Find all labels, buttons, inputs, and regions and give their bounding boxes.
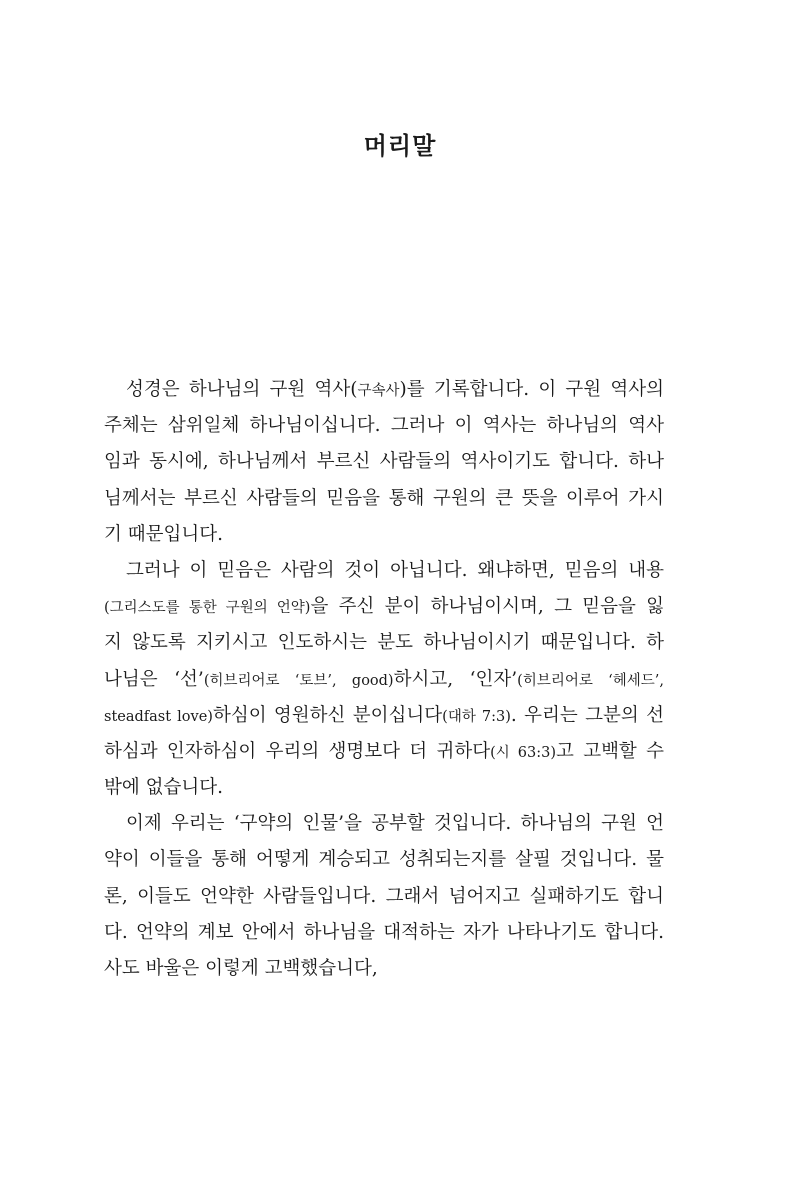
text-run: 님께서는 부르신 사람들의 믿음을 통해 구원의 큰 뜻을 이루어 가시 xyxy=(104,487,664,509)
text-line xyxy=(104,444,664,480)
text-line xyxy=(104,915,664,951)
text-run: 밖에 없습니다. xyxy=(104,777,223,799)
text-line xyxy=(104,553,664,589)
text-line xyxy=(104,951,664,987)
inline-note: (히브리어로 ‘토브’, good) xyxy=(203,672,394,689)
inline-note: steadfast love) xyxy=(104,708,213,725)
text-run: 하심이 영원하신 분이십니다 xyxy=(212,704,443,726)
inline-note: (대하 7:3) xyxy=(442,708,511,725)
text-line xyxy=(104,625,664,661)
text-run: 기 때문입니다. xyxy=(104,523,223,545)
text-line xyxy=(104,770,664,806)
text-run: 고 고백할 수 xyxy=(556,740,664,762)
text-line xyxy=(104,879,664,915)
text-line xyxy=(104,589,664,625)
text-run: 하시고, ‘인자’ xyxy=(393,668,518,690)
text-run: 주체는 삼위일체 하나님이십니다. 그러나 이 역사는 하나님의 역사 xyxy=(104,415,664,437)
text-run: 다. 언약의 계보 안에서 하나님을 대적하는 자가 나타나기도 합니다. xyxy=(104,921,664,943)
text-run: )를 기록합니다. 이 구원 역사의 xyxy=(399,379,664,400)
text-run: 을 주신 분이 하나님이시며, 그 믿음을 잃 xyxy=(310,596,664,618)
text-line xyxy=(104,372,664,408)
body-text xyxy=(104,372,664,987)
text-line xyxy=(104,408,664,444)
text-run: 사도 바울은 이렇게 고백했습니다, xyxy=(104,958,378,979)
text-line xyxy=(104,734,664,770)
text-line xyxy=(104,481,664,517)
text-run: 약이 이들을 통해 어떻게 계승되고 성취되는지를 살필 것입니다. 물 xyxy=(104,849,664,871)
text-line xyxy=(104,517,664,553)
text-run: 나님은 ‘선’ xyxy=(104,668,204,690)
text-run: 임과 동시에, 하나님께서 부르신 사람들의 역사이기도 합니다. 하나 xyxy=(104,451,664,473)
text-line xyxy=(104,842,664,878)
text-line xyxy=(104,806,664,842)
inline-note: (히브리어로 ‘헤세드’, xyxy=(517,672,664,689)
text-run: 지 않도록 지키시고 인도하시는 분도 하나님이시기 때문입니다. 하 xyxy=(104,632,664,654)
text-line xyxy=(104,662,664,698)
text-line xyxy=(104,698,664,734)
text-run: 그러나 이 믿음은 사람의 것이 아닙니다. 왜냐하면, 믿음의 내용 xyxy=(126,559,664,581)
inline-note: (시 63:3) xyxy=(490,744,557,761)
text-run: 하심과 인자하심이 우리의 생명보다 더 귀하다 xyxy=(104,740,491,762)
text-run: . 우리는 그분의 선 xyxy=(510,704,665,726)
inline-note: (그리스도를 통한 구원의 언약) xyxy=(104,600,311,617)
text-run: 성경은 하나님의 구원 역사( xyxy=(126,379,358,400)
text-run: 이제 우리는 ‘구약의 인물’을 공부할 것입니다. 하나님의 구원 언 xyxy=(126,813,664,835)
inline-note: 구속사 xyxy=(357,383,400,399)
text-run: 론, 이들도 언약한 사람들입니다. 그래서 넘어지고 실패하기도 합니 xyxy=(104,885,664,907)
page-title: 머리말 xyxy=(363,132,437,160)
